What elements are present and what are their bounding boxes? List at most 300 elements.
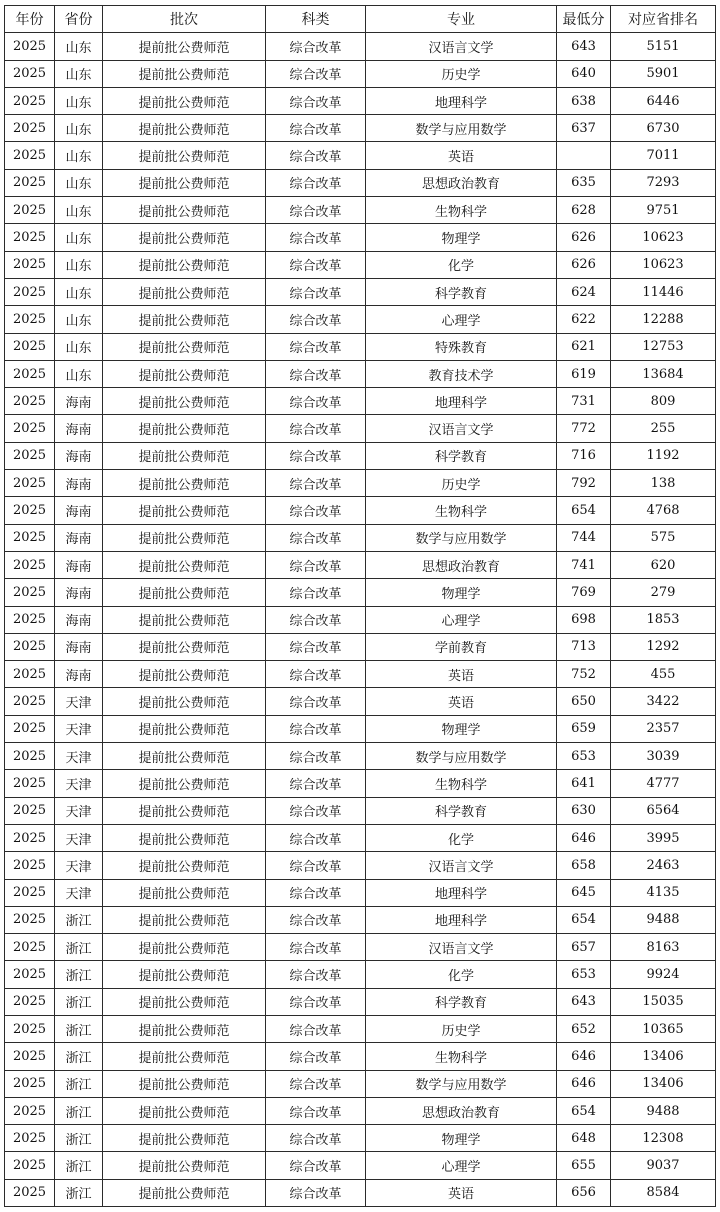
cell-province: 山东 [55,251,103,278]
cell-batch: 提前批公费师范 [103,470,266,497]
cell-category: 综合改革 [266,306,366,333]
cell-year: 2025 [5,142,55,169]
table-row [5,1015,716,1042]
cell-year: 2025 [5,551,55,578]
cell-category: 综合改革 [266,579,366,606]
cell-batch: 提前批公费师范 [103,934,266,961]
cell-major: 思想政治教育 [366,551,557,578]
cell-province: 海南 [55,442,103,469]
table-row [5,852,716,879]
cell-year: 2025 [5,988,55,1015]
table-row [5,333,716,360]
table-row [5,797,716,824]
cell-category: 综合改革 [266,824,366,851]
cell-year: 2025 [5,524,55,551]
cell-category: 综合改革 [266,988,366,1015]
cell-min-score: 622 [557,306,611,333]
cell-province: 海南 [55,388,103,415]
cell-min-score: 648 [557,1125,611,1152]
cell-batch: 提前批公费师范 [103,115,266,142]
cell-year: 2025 [5,1152,55,1179]
cell-batch: 提前批公费师范 [103,33,266,60]
cell-year: 2025 [5,388,55,415]
cell-major: 科学教育 [366,442,557,469]
cell-year: 2025 [5,1043,55,1070]
cell-year: 2025 [5,497,55,524]
cell-category: 综合改革 [266,1179,366,1206]
cell-province-rank: 12753 [611,333,716,360]
cell-province: 山东 [55,115,103,142]
cell-province: 浙江 [55,1179,103,1206]
table-row [5,1043,716,1070]
cell-year: 2025 [5,579,55,606]
cell-year: 2025 [5,1070,55,1097]
admission-scores-table [4,5,716,1207]
cell-min-score: 630 [557,797,611,824]
cell-batch: 提前批公费师范 [103,852,266,879]
cell-batch: 提前批公费师范 [103,497,266,524]
table-row [5,33,716,60]
cell-province-rank: 1292 [611,633,716,660]
cell-major: 物理学 [366,579,557,606]
table-row [5,60,716,87]
cell-category: 综合改革 [266,115,366,142]
cell-province: 天津 [55,824,103,851]
cell-batch: 提前批公费师范 [103,1152,266,1179]
cell-category: 综合改革 [266,661,366,688]
cell-batch: 提前批公费师范 [103,87,266,114]
cell-province-rank: 3995 [611,824,716,851]
cell-major: 教育技术学 [366,360,557,387]
cell-min-score: 626 [557,224,611,251]
table-row [5,551,716,578]
cell-province-rank: 1192 [611,442,716,469]
table-row [5,770,716,797]
cell-province-rank: 3039 [611,743,716,770]
cell-min-score: 621 [557,333,611,360]
cell-batch: 提前批公费师范 [103,1125,266,1152]
cell-province-rank: 10365 [611,1015,716,1042]
cell-category: 综合改革 [266,360,366,387]
cell-category: 综合改革 [266,797,366,824]
header-province: 省份 [55,6,103,33]
cell-major: 数学与应用数学 [366,115,557,142]
table-row [5,661,716,688]
cell-province-rank: 9751 [611,197,716,224]
cell-min-score: 619 [557,360,611,387]
table-row [5,169,716,196]
cell-year: 2025 [5,797,55,824]
cell-year: 2025 [5,688,55,715]
cell-batch: 提前批公费师范 [103,224,266,251]
cell-batch: 提前批公费师范 [103,306,266,333]
cell-category: 综合改革 [266,142,366,169]
cell-year: 2025 [5,715,55,742]
cell-category: 综合改革 [266,251,366,278]
cell-year: 2025 [5,115,55,142]
cell-major: 生物科学 [366,197,557,224]
cell-province-rank: 6564 [611,797,716,824]
header-year: 年份 [5,6,55,33]
cell-province-rank: 13406 [611,1043,716,1070]
cell-year: 2025 [5,770,55,797]
cell-province: 天津 [55,852,103,879]
cell-category: 综合改革 [266,879,366,906]
cell-major: 英语 [366,142,557,169]
cell-major: 物理学 [366,1125,557,1152]
table-row [5,715,716,742]
table-row [5,879,716,906]
cell-province: 山东 [55,360,103,387]
cell-min-score: 646 [557,1070,611,1097]
cell-year: 2025 [5,879,55,906]
cell-major: 汉语言文学 [366,415,557,442]
cell-category: 综合改革 [266,33,366,60]
cell-min-score: 653 [557,743,611,770]
cell-year: 2025 [5,278,55,305]
cell-major: 数学与应用数学 [366,524,557,551]
cell-province: 浙江 [55,1043,103,1070]
cell-batch: 提前批公费师范 [103,524,266,551]
cell-min-score: 657 [557,934,611,961]
cell-min-score: 641 [557,770,611,797]
cell-batch: 提前批公费师范 [103,142,266,169]
cell-category: 综合改革 [266,633,366,660]
cell-major: 历史学 [366,1015,557,1042]
cell-min-score: 652 [557,1015,611,1042]
cell-province-rank: 9037 [611,1152,716,1179]
cell-province-rank: 4135 [611,879,716,906]
table-row [5,497,716,524]
cell-category: 综合改革 [266,470,366,497]
cell-major: 地理科学 [366,879,557,906]
cell-province: 海南 [55,524,103,551]
cell-major: 历史学 [366,60,557,87]
cell-category: 综合改革 [266,442,366,469]
cell-category: 综合改革 [266,197,366,224]
cell-category: 综合改革 [266,606,366,633]
cell-min-score: 744 [557,524,611,551]
cell-province-rank: 5151 [611,33,716,60]
cell-batch: 提前批公费师范 [103,797,266,824]
cell-category: 综合改革 [266,1152,366,1179]
cell-province: 山东 [55,333,103,360]
cell-year: 2025 [5,961,55,988]
cell-major: 化学 [366,961,557,988]
header-major: 专业 [366,6,557,33]
table-header [5,6,716,33]
cell-batch: 提前批公费师范 [103,906,266,933]
cell-year: 2025 [5,906,55,933]
cell-category: 综合改革 [266,388,366,415]
cell-province: 海南 [55,633,103,660]
cell-major: 汉语言文学 [366,934,557,961]
cell-province-rank: 809 [611,388,716,415]
table-row [5,524,716,551]
cell-province-rank: 6730 [611,115,716,142]
cell-province: 浙江 [55,988,103,1015]
cell-province-rank: 620 [611,551,716,578]
cell-province-rank: 7293 [611,169,716,196]
cell-province: 浙江 [55,961,103,988]
cell-province: 浙江 [55,1097,103,1124]
cell-province: 山东 [55,278,103,305]
cell-category: 综合改革 [266,278,366,305]
cell-min-score: 650 [557,688,611,715]
cell-province: 海南 [55,497,103,524]
cell-year: 2025 [5,633,55,660]
cell-province: 山东 [55,306,103,333]
cell-category: 综合改革 [266,770,366,797]
cell-category: 综合改革 [266,852,366,879]
cell-min-score: 646 [557,824,611,851]
cell-province-rank: 10623 [611,251,716,278]
cell-major: 生物科学 [366,770,557,797]
cell-province-rank: 455 [611,661,716,688]
cell-province: 海南 [55,579,103,606]
cell-province: 山东 [55,197,103,224]
cell-province: 山东 [55,142,103,169]
cell-province-rank: 9924 [611,961,716,988]
cell-major: 数学与应用数学 [366,743,557,770]
cell-min-score: 769 [557,579,611,606]
cell-year: 2025 [5,442,55,469]
cell-batch: 提前批公费师范 [103,824,266,851]
table-row [5,1125,716,1152]
cell-batch: 提前批公费师范 [103,770,266,797]
cell-major: 历史学 [366,470,557,497]
cell-min-score: 659 [557,715,611,742]
cell-min-score: 731 [557,388,611,415]
cell-category: 综合改革 [266,1125,366,1152]
cell-province-rank: 138 [611,470,716,497]
cell-province: 天津 [55,688,103,715]
table-row [5,470,716,497]
cell-major: 生物科学 [366,1043,557,1070]
cell-province: 山东 [55,224,103,251]
table-row [5,1097,716,1124]
cell-province: 山东 [55,60,103,87]
cell-year: 2025 [5,87,55,114]
cell-year: 2025 [5,470,55,497]
table-row [5,224,716,251]
cell-min-score: 643 [557,33,611,60]
table-row [5,1179,716,1206]
cell-year: 2025 [5,306,55,333]
cell-year: 2025 [5,415,55,442]
cell-province-rank: 279 [611,579,716,606]
table-row [5,1070,716,1097]
cell-category: 综合改革 [266,497,366,524]
cell-province-rank: 575 [611,524,716,551]
cell-major: 生物科学 [366,497,557,524]
cell-year: 2025 [5,169,55,196]
header-province-rank: 对应省排名 [611,6,716,33]
cell-major: 学前教育 [366,633,557,660]
cell-min-score: 628 [557,197,611,224]
cell-category: 综合改革 [266,743,366,770]
cell-major: 汉语言文学 [366,33,557,60]
cell-province-rank: 10623 [611,224,716,251]
cell-min-score: 653 [557,961,611,988]
cell-category: 综合改革 [266,333,366,360]
cell-batch: 提前批公费师范 [103,1179,266,1206]
cell-province: 山东 [55,87,103,114]
cell-category: 综合改革 [266,1043,366,1070]
cell-batch: 提前批公费师范 [103,743,266,770]
cell-major: 思想政治教育 [366,169,557,196]
table-row [5,197,716,224]
cell-batch: 提前批公费师范 [103,1015,266,1042]
table-row [5,442,716,469]
cell-year: 2025 [5,251,55,278]
cell-province-rank: 2357 [611,715,716,742]
cell-province-rank: 4777 [611,770,716,797]
table-row [5,606,716,633]
cell-year: 2025 [5,852,55,879]
cell-year: 2025 [5,1125,55,1152]
cell-category: 综合改革 [266,1015,366,1042]
cell-province-rank: 7011 [611,142,716,169]
document-page [4,5,716,1207]
cell-province: 浙江 [55,1015,103,1042]
cell-batch: 提前批公费师范 [103,1070,266,1097]
cell-batch: 提前批公费师范 [103,661,266,688]
cell-batch: 提前批公费师范 [103,988,266,1015]
cell-batch: 提前批公费师范 [103,1043,266,1070]
cell-min-score: 713 [557,633,611,660]
cell-province: 天津 [55,879,103,906]
cell-min-score: 640 [557,60,611,87]
cell-category: 综合改革 [266,60,366,87]
cell-batch: 提前批公费师范 [103,442,266,469]
cell-province-rank: 8163 [611,934,716,961]
cell-province-rank: 15035 [611,988,716,1015]
table-row [5,306,716,333]
table-row [5,360,716,387]
cell-province: 浙江 [55,1070,103,1097]
cell-major: 心理学 [366,606,557,633]
cell-batch: 提前批公费师范 [103,169,266,196]
cell-province-rank: 11446 [611,278,716,305]
cell-year: 2025 [5,743,55,770]
cell-major: 英语 [366,1179,557,1206]
cell-min-score: 741 [557,551,611,578]
cell-major: 化学 [366,251,557,278]
cell-province: 海南 [55,551,103,578]
cell-category: 综合改革 [266,1097,366,1124]
cell-province-rank: 4768 [611,497,716,524]
cell-category: 综合改革 [266,224,366,251]
cell-category: 综合改革 [266,415,366,442]
cell-min-score: 772 [557,415,611,442]
cell-min-score: 638 [557,87,611,114]
cell-min-score: 656 [557,1179,611,1206]
cell-province-rank: 9488 [611,906,716,933]
cell-province-rank: 255 [611,415,716,442]
cell-min-score: 654 [557,1097,611,1124]
cell-year: 2025 [5,661,55,688]
cell-major: 特殊教育 [366,333,557,360]
cell-year: 2025 [5,1179,55,1206]
cell-category: 综合改革 [266,169,366,196]
cell-major: 地理科学 [366,906,557,933]
cell-province-rank: 1853 [611,606,716,633]
cell-batch: 提前批公费师范 [103,606,266,633]
cell-province-rank: 2463 [611,852,716,879]
cell-province-rank: 5901 [611,60,716,87]
table-row [5,278,716,305]
cell-year: 2025 [5,934,55,961]
header-row [5,6,716,33]
cell-batch: 提前批公费师范 [103,688,266,715]
cell-min-score: 624 [557,278,611,305]
cell-province-rank: 12308 [611,1125,716,1152]
cell-year: 2025 [5,824,55,851]
table-row [5,743,716,770]
cell-province: 浙江 [55,1125,103,1152]
cell-category: 综合改革 [266,961,366,988]
cell-province: 天津 [55,715,103,742]
cell-min-score: 643 [557,988,611,1015]
cell-province: 山东 [55,169,103,196]
cell-min-score: 716 [557,442,611,469]
cell-province: 海南 [55,606,103,633]
cell-min-score: 646 [557,1043,611,1070]
cell-year: 2025 [5,360,55,387]
table-row [5,1152,716,1179]
cell-major: 思想政治教育 [366,1097,557,1124]
cell-batch: 提前批公费师范 [103,278,266,305]
table-row [5,961,716,988]
header-min-score: 最低分 [557,6,611,33]
cell-province: 浙江 [55,906,103,933]
cell-major: 英语 [366,688,557,715]
cell-category: 综合改革 [266,87,366,114]
cell-province: 天津 [55,797,103,824]
cell-min-score: 658 [557,852,611,879]
cell-category: 综合改革 [266,715,366,742]
cell-min-score: 654 [557,497,611,524]
table-row [5,388,716,415]
cell-batch: 提前批公费师范 [103,961,266,988]
cell-batch: 提前批公费师范 [103,197,266,224]
cell-year: 2025 [5,333,55,360]
cell-province: 浙江 [55,1152,103,1179]
cell-min-score: 635 [557,169,611,196]
table-row [5,251,716,278]
cell-batch: 提前批公费师范 [103,715,266,742]
table-row [5,633,716,660]
cell-major: 地理科学 [366,87,557,114]
cell-batch: 提前批公费师范 [103,333,266,360]
header-batch: 批次 [103,6,266,33]
cell-batch: 提前批公费师范 [103,551,266,578]
table-body [5,33,716,1207]
table-row [5,579,716,606]
cell-province: 海南 [55,470,103,497]
cell-province-rank: 3422 [611,688,716,715]
cell-major: 心理学 [366,1152,557,1179]
table-row [5,415,716,442]
cell-province-rank: 9488 [611,1097,716,1124]
cell-province-rank: 12288 [611,306,716,333]
cell-year: 2025 [5,197,55,224]
header-category: 科类 [266,6,366,33]
table-row [5,115,716,142]
table-row [5,988,716,1015]
cell-min-score: 637 [557,115,611,142]
